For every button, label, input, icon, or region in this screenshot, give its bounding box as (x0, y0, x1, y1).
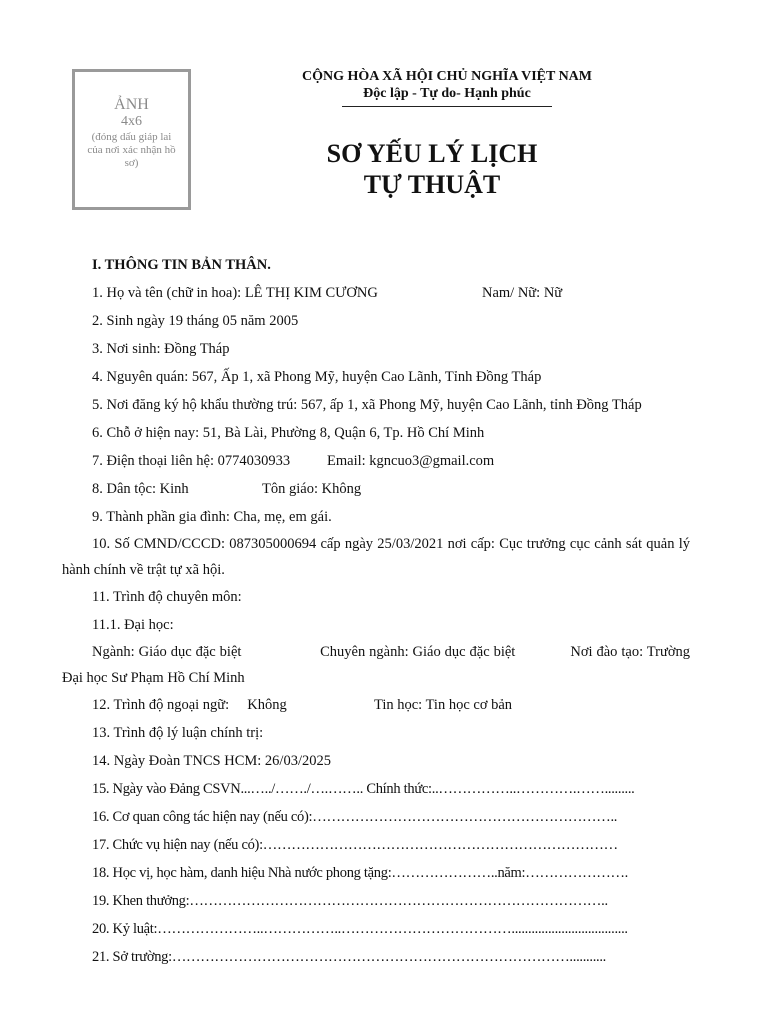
field-contact (62, 447, 690, 475)
photo-note: (đóng dấu giáp lai của nơi xác nhận hồ sơ) (87, 131, 176, 169)
field-id-card: 10. Số CMND/CCCD: 087305000694 cấp ngày 25/03/2021 nơi cấp: Cục trưởng cục cảnh sát quản lý hành chính về trật tự xã hội. (62, 536, 690, 578)
field-name-gender (62, 279, 690, 307)
personal-info-section (62, 251, 694, 971)
field-qualification: 11. Trình độ chuyên môn: (92, 589, 242, 605)
section-heading: I. THÔNG TIN BẢN THÂN. (92, 257, 271, 273)
field-family-background: 9. Thành phần gia đình: Cha, mẹ, em gái. (92, 509, 332, 525)
field-degree-title: 18. Học vị, học hàm, danh hiệu Nhà nước phong tặng:…………………..năm:…………………. (92, 865, 628, 881)
document-title-line1: SƠ YẾU LÝ LỊCH (326, 139, 538, 168)
document-title (240, 138, 624, 200)
field-discipline: 20. Kỷ luật:…………………..……………..………………………………................................... (92, 921, 628, 937)
field-permanent-residence: 5. Nơi đăng ký hộ khẩu thường trú: 567, ấp 1, xã Phong Mỹ, huyện Cao Lãnh, tỉnh Đồng Tháp (92, 397, 642, 413)
field-phone: 7. Điện thoại liên hệ: 0774030933 (92, 453, 291, 469)
field-it-skill: Tin học: Tin học cơ bản (374, 697, 513, 713)
document-title-line2: TỰ THUẬT (363, 170, 501, 199)
field-university: 11.1. Đại học: (92, 617, 174, 633)
field-current-position: 17. Chức vụ hiện nay (nếu có):………………………………………………………………… (92, 837, 618, 853)
field-religion: Tôn giáo: Không (262, 481, 362, 497)
field-current-workplace: 16. Cơ quan công tác hiện nay (nếu có):……………………………………………………….. (92, 809, 618, 825)
field-ethnicity: 8. Dân tộc: Kinh (92, 481, 189, 497)
field-ethnic-religion (62, 475, 690, 503)
national-header (270, 68, 624, 107)
field-foreign-language: 12. Trình độ ngoại ngữ: Không (92, 697, 287, 713)
photo-size: 4x6 (121, 114, 142, 129)
national-motto: Độc lập - Tự do- Hạnh phúc (363, 86, 531, 101)
field-current-address: 6. Chỗ ở hiện nay: 51, Bà Lài, Phường 8, Quận 6, Tp. Hồ Chí Minh (92, 425, 485, 441)
field-full-name: 1. Họ và tên (chữ in hoa): LÊ THỊ KIM CƯƠNG (92, 285, 378, 301)
field-political-theory: 13. Trình độ lý luận chính trị: (92, 725, 264, 741)
field-email: Email: kgncuo3@gmail.com (327, 453, 495, 469)
field-major: Ngành: Giáo dục đặc biệt Chuyên ngành: Giáo dục đặc biệt Nơi đào tạo: Trường Đại học Sư Phạm Hồ Chí Minh (62, 644, 694, 686)
field-gender: Nam/ Nữ: Nữ (482, 285, 563, 301)
photo-placeholder (72, 69, 191, 210)
field-youth-union-date: 14. Ngày Đoàn TNCS HCM: 26/03/2025 (92, 753, 331, 769)
field-birth-date: 2. Sinh ngày 19 tháng 05 năm 2005 (92, 313, 299, 329)
field-party-date: 15. Ngày vào Đảng CSVN...…../……./….…….. Chính thức:..……………..………….……......... (92, 781, 635, 797)
field-birth-place: 3. Nơi sinh: Đồng Tháp (92, 341, 230, 357)
motto-underline (342, 106, 552, 107)
photo-title: ẢNH (114, 96, 149, 113)
field-strengths: 21. Sở trường:…………………………………………………………………………........... (92, 949, 606, 965)
field-awards: 19. Khen thưởng:…………………………………………………………………………….. (92, 893, 608, 909)
field-language-it (62, 691, 690, 719)
field-hometown: 4. Nguyên quán: 567, Ấp 1, xã Phong Mỹ, huyện Cao Lãnh, Tỉnh Đồng Tháp (92, 369, 542, 385)
national-title: CỘNG HÒA XÃ HỘI CHỦ NGHĨA VIỆT NAM (301, 69, 592, 84)
